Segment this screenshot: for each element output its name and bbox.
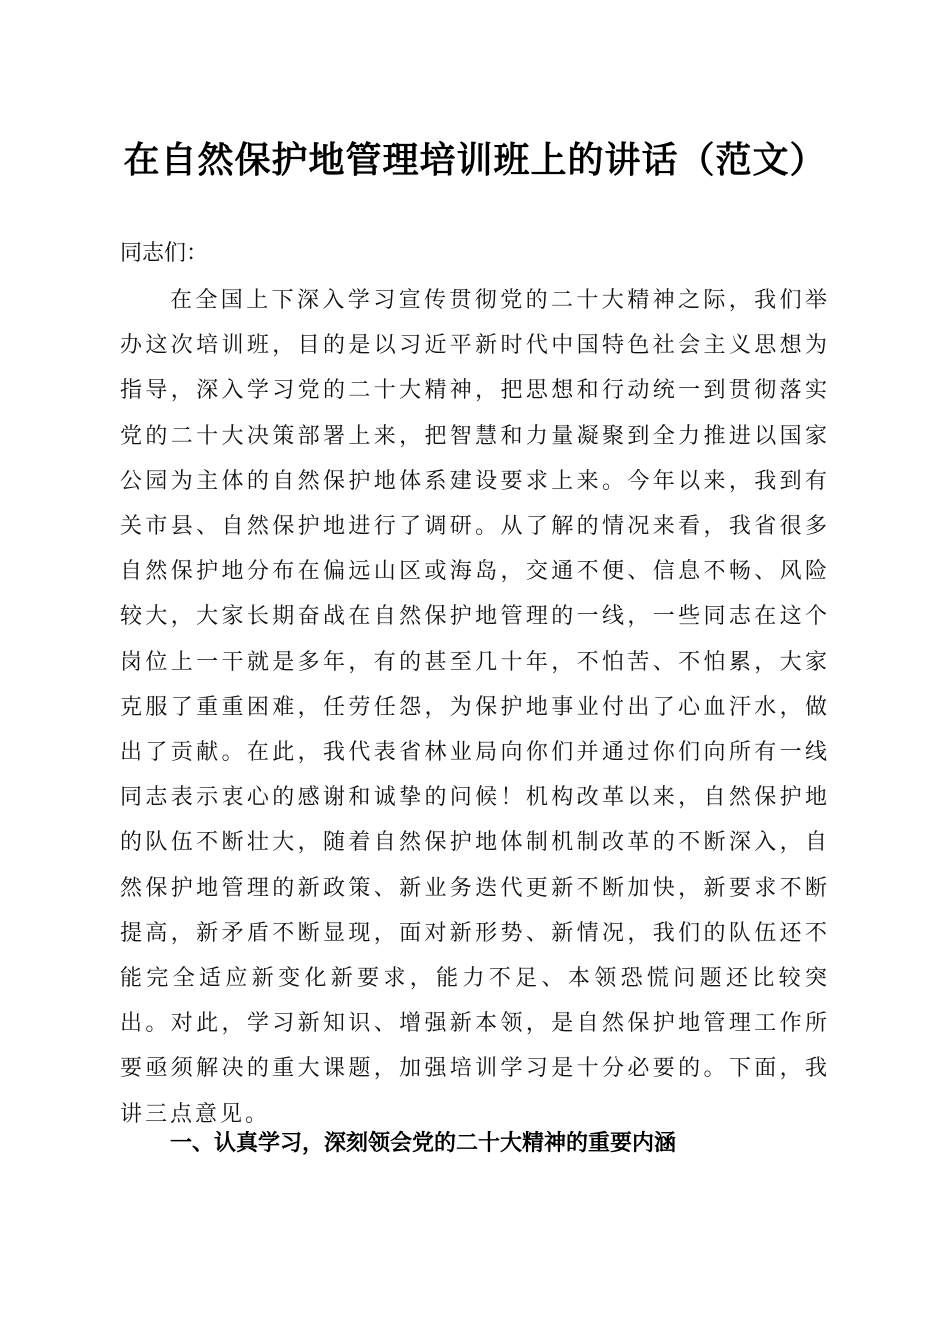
body-paragraph: 在全国上下深入学习宣传贯彻党的二十大精神之际，我们举办这次培训班，目的是以习近平新时代中国特色社会主义思想为指导，深入学习党的二十大精神，把思想和行动统一到贯彻落实党的二十大决策部署上来，把智慧和力量凝聚到全力推进以国家公园为主体的自然保护地体系建设要求上来。今年以来，我到有关市县、自然保护地进行了调研。从了解的情况来看，我省很多自然保护地分布在偏远山区或海岛，交通不便、信息不畅、风险较大，大家长期奋战在自然保护地管理的一线，一些同志在这个岗位上一干就是多年，有的甚至几十年，不怕苦、不怕累，大家克服了重重困难，任劳任怨，为保护地事业付出了心血汗水，做出了贡献。在此，我代表省林业局向你们并通过你们向所有一线同志表示衷心的感谢和诚挚的问候！机构改革以来，自然保护地的队伍不断壮大，随着自然保护地体制机制改革的不断深入，自然保护地管理的新政策、新业务迭代更新不断加快，新要求不断提高，新矛盾不断显现，面对新形势、新情况，我们的队伍还不能完全适应新变化新要求，能力不足、本领恐慌问题还比较突出。对此，学习新知识、增强新本领，是自然保护地管理工作所要亟须解决的重大课题，加强培训学习是十分必要的。下面，我讲三点意见。 [120, 288, 830, 1127]
document-title: 在自然保护地管理培训班上的讲话（范文） [123, 139, 827, 181]
section-heading: 一、认真学习，深刻领会党的二十大精神的重要内涵 [170, 1131, 677, 1156]
salutation: 同志们： [120, 241, 209, 266]
